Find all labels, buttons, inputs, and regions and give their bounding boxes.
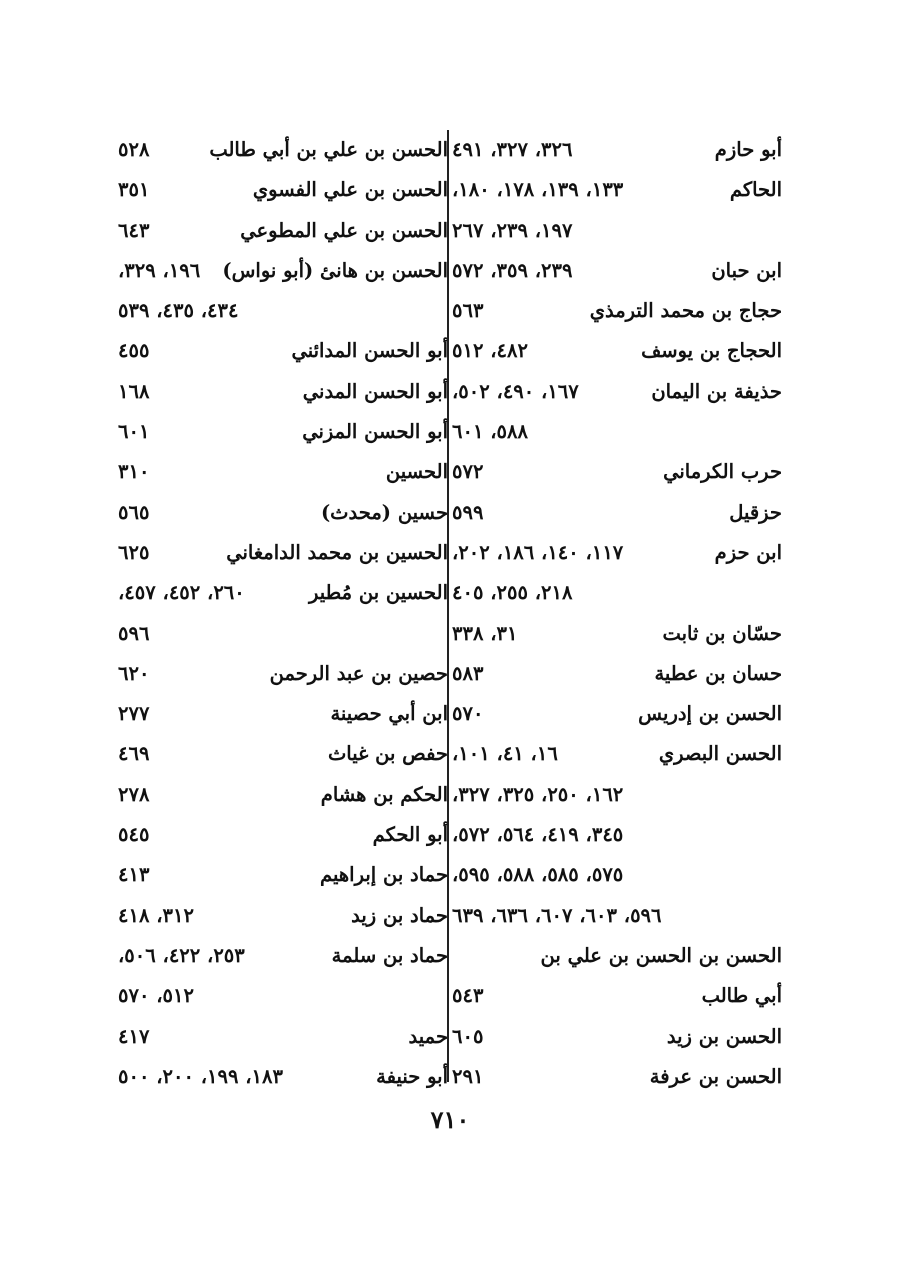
index-entry (452, 493, 782, 533)
entry-name: أبو حنيفة (376, 1064, 448, 1088)
index-entry (452, 211, 782, 251)
index-entry (118, 976, 448, 1016)
entry-pages: ٦٤٣ (118, 218, 150, 242)
index-entry (452, 452, 782, 492)
entry-pages: ٥٦٣ (452, 299, 484, 323)
entry-pages: ٥٨٣ (452, 661, 484, 685)
entry-pages: ٦٠١ (118, 420, 150, 444)
entry-name: حزقيل (729, 500, 782, 524)
index-entry (452, 1017, 782, 1057)
entry-name: الحسن بن علي بن أبي طالب (209, 138, 448, 161)
index-entry (118, 533, 448, 573)
index-entry (118, 936, 448, 976)
entry-pages: ٥٩٩ (452, 500, 484, 524)
entry-name: الحسن بن زيد (666, 1024, 782, 1048)
entry-name: حفص بن غياث (327, 742, 448, 766)
index-entry (118, 130, 448, 170)
index-entry (118, 1057, 448, 1097)
index-entry (118, 855, 448, 895)
index-entry (118, 452, 448, 492)
index-entry (118, 291, 448, 331)
entry-pages: ١٣٣، ١٣٩، ١٧٨، ١٨٠، (452, 178, 624, 202)
index-entry (118, 372, 448, 412)
index-entry (118, 815, 448, 855)
entry-name: الحكم بن هشام (320, 782, 448, 806)
entry-pages: ٣٥١ (118, 178, 150, 202)
entry-name: حماد بن زيد (351, 903, 448, 927)
entry-name: الحسين بن مُطير (308, 581, 448, 605)
entry-pages: ٤١٧ (118, 1024, 150, 1048)
entry-pages: ٤٣٤، ٤٣٥، ٥٣٩ (118, 299, 239, 323)
entry-name: حسّان بن ثابت (662, 621, 782, 645)
entry-name: حسين (محدث) (320, 500, 448, 524)
index-entry (452, 694, 782, 734)
entry-name: أبي طالب (701, 984, 782, 1008)
entry-pages: ٥٧٠ (452, 702, 484, 726)
entry-name: حجاج بن محمد الترمذي (589, 299, 782, 323)
index-entry (452, 291, 782, 331)
index-entry (452, 896, 782, 936)
entry-name: الحسن بن هانئ (أبو نواس) (222, 258, 448, 282)
right-index-column (452, 130, 782, 1097)
index-entry (118, 412, 448, 452)
index-entry (452, 251, 782, 291)
entry-pages: ٣٢٦، ٣٢٧، ٤٩١ (452, 138, 573, 161)
index-entry (452, 734, 782, 774)
entry-name: أبو الحسن المدائني (291, 339, 448, 363)
entry-name: حذيفة بن اليمان (651, 379, 782, 403)
index-entry (118, 251, 448, 291)
entry-name: أبو الحكم (372, 823, 448, 847)
entry-pages: ٢٩١ (452, 1064, 484, 1088)
entry-name: حماد بن إبراهيم (320, 863, 448, 887)
entry-pages: ٥٦٥ (118, 500, 150, 524)
index-entry (452, 1057, 782, 1097)
index-entry (452, 976, 782, 1016)
index-entry (452, 412, 782, 452)
index-entry (452, 614, 782, 654)
index-entry (118, 734, 448, 774)
entry-name: ابن أبي حصينة (330, 702, 448, 726)
entry-pages: ٥٧٢ (452, 460, 484, 484)
index-entry (452, 855, 782, 895)
entry-name: حميد (408, 1024, 448, 1048)
entry-name: ابن حبان (711, 258, 782, 282)
entry-pages: ١١٧، ١٤٠، ١٨٦، ٢٠٢، (452, 540, 624, 564)
entry-pages: ٤٨٢، ٥١٢ (452, 339, 528, 363)
entry-pages: ٥١٢، ٥٧٠ (118, 984, 194, 1008)
entry-pages: ٥٩٦ (118, 621, 150, 645)
index-entry (118, 896, 448, 936)
entry-pages: ٦٢٥ (118, 540, 150, 564)
entry-name: حسان بن عطية (654, 661, 782, 685)
index-entry (118, 211, 448, 251)
index-entry (452, 130, 782, 170)
left-index-column (118, 130, 448, 1097)
entry-pages: ٥٨٨، ٦٠١ (452, 420, 528, 444)
entry-pages: ١٦٧، ٤٩٠، ٥٠٢، (452, 379, 579, 403)
entry-pages: ١٦٢، ٢٥٠، ٣٢٥، ٣٢٧، (452, 782, 624, 806)
entry-pages: ٢٣٩، ٣٥٩، ٥٧٢ (452, 258, 573, 282)
entry-name: حماد بن سلمة (331, 943, 448, 967)
index-entry (118, 694, 448, 734)
entry-pages: ٣١٢، ٤١٨ (118, 903, 194, 927)
entry-name: الحسين (385, 460, 448, 484)
entry-pages: ٣٤٥، ٤١٩، ٥٦٤، ٥٧٢، (452, 823, 624, 847)
index-entry (118, 170, 448, 210)
entry-pages: ٥٤٣ (452, 984, 484, 1008)
entry-pages: ٣١٠ (118, 460, 150, 484)
index-entry (452, 775, 782, 815)
entry-name: أبو الحسن المدني (302, 379, 448, 403)
page-number: ٧١٠ (430, 1105, 470, 1134)
index-entry (452, 936, 782, 976)
index-entry (452, 654, 782, 694)
entry-pages: ١٩٦، ٣٢٩، (118, 258, 201, 282)
index-entry (118, 493, 448, 533)
index-entry (118, 775, 448, 815)
entry-pages: ٥٤٥ (118, 823, 150, 847)
index-entry (452, 331, 782, 371)
entry-pages: ٦٠٥ (452, 1024, 484, 1048)
entry-pages: ٤٦٩ (118, 742, 150, 766)
entry-pages: ٦٢٠ (118, 661, 150, 685)
entry-name: أبو الحسن المزني (302, 420, 448, 444)
entry-pages: ١٦٨ (118, 379, 150, 403)
entry-pages: ٤١٣ (118, 863, 150, 887)
entry-name: الحسن بن إدريس (638, 702, 782, 726)
index-entry (452, 372, 782, 412)
index-entry (118, 654, 448, 694)
entry-pages: ٤٥٥ (118, 339, 150, 363)
entry-pages: ١٩٧، ٢٣٩، ٢٦٧ (452, 218, 573, 242)
entry-name: أبو حازم (714, 138, 782, 161)
entry-pages: ٥٩٦، ٦٠٣، ٦٠٧، ٦٣٦، ٦٣٩ (452, 903, 662, 927)
entry-name: الحاكم (729, 178, 782, 202)
entry-name: الحسن بن عرفة (649, 1064, 782, 1088)
index-entry (452, 573, 782, 613)
index-entry (452, 815, 782, 855)
entry-pages: ٣١، ٣٣٨ (452, 621, 518, 645)
entry-name: الحسن بن الحسن بن علي بن (540, 943, 782, 967)
entry-name: حرب الكرماني (663, 460, 782, 484)
entry-name: ابن حزم (714, 540, 782, 564)
index-entry (452, 533, 782, 573)
entry-pages: ٥٧٥، ٥٨٥، ٥٨٨، ٥٩٥، (452, 863, 624, 887)
index-entry (118, 1017, 448, 1057)
entry-pages: ١٦، ٤١، ١٠١، (452, 742, 558, 766)
entry-name: الحجاج بن يوسف (641, 339, 782, 363)
entry-pages: ١٨٣، ١٩٩، ٢٠٠، ٥٠٠ (118, 1064, 283, 1088)
index-entry (118, 614, 448, 654)
entry-pages: ٢٥٣، ٤٢٢، ٥٠٦، (118, 943, 245, 967)
entry-name: الحسين بن محمد الدامغاني (226, 540, 448, 564)
index-entry (452, 170, 782, 210)
entry-pages: ٥٢٨ (118, 138, 150, 161)
entry-pages: ٢٦٠، ٤٥٢، ٤٥٧، (118, 581, 245, 605)
entry-pages: ٢٧٨ (118, 782, 150, 806)
index-entry (118, 331, 448, 371)
entry-pages: ٢٧٧ (118, 702, 150, 726)
index-entry (118, 573, 448, 613)
entry-name: الحسن بن علي المطوعي (240, 218, 448, 242)
entry-name: الحسن بن علي الفسوي (252, 178, 448, 202)
entry-pages: ٢١٨، ٢٥٥، ٤٠٥ (452, 581, 573, 605)
entry-name: حصين بن عبد الرحمن (269, 661, 448, 685)
entry-name: الحسن البصري (658, 742, 782, 766)
